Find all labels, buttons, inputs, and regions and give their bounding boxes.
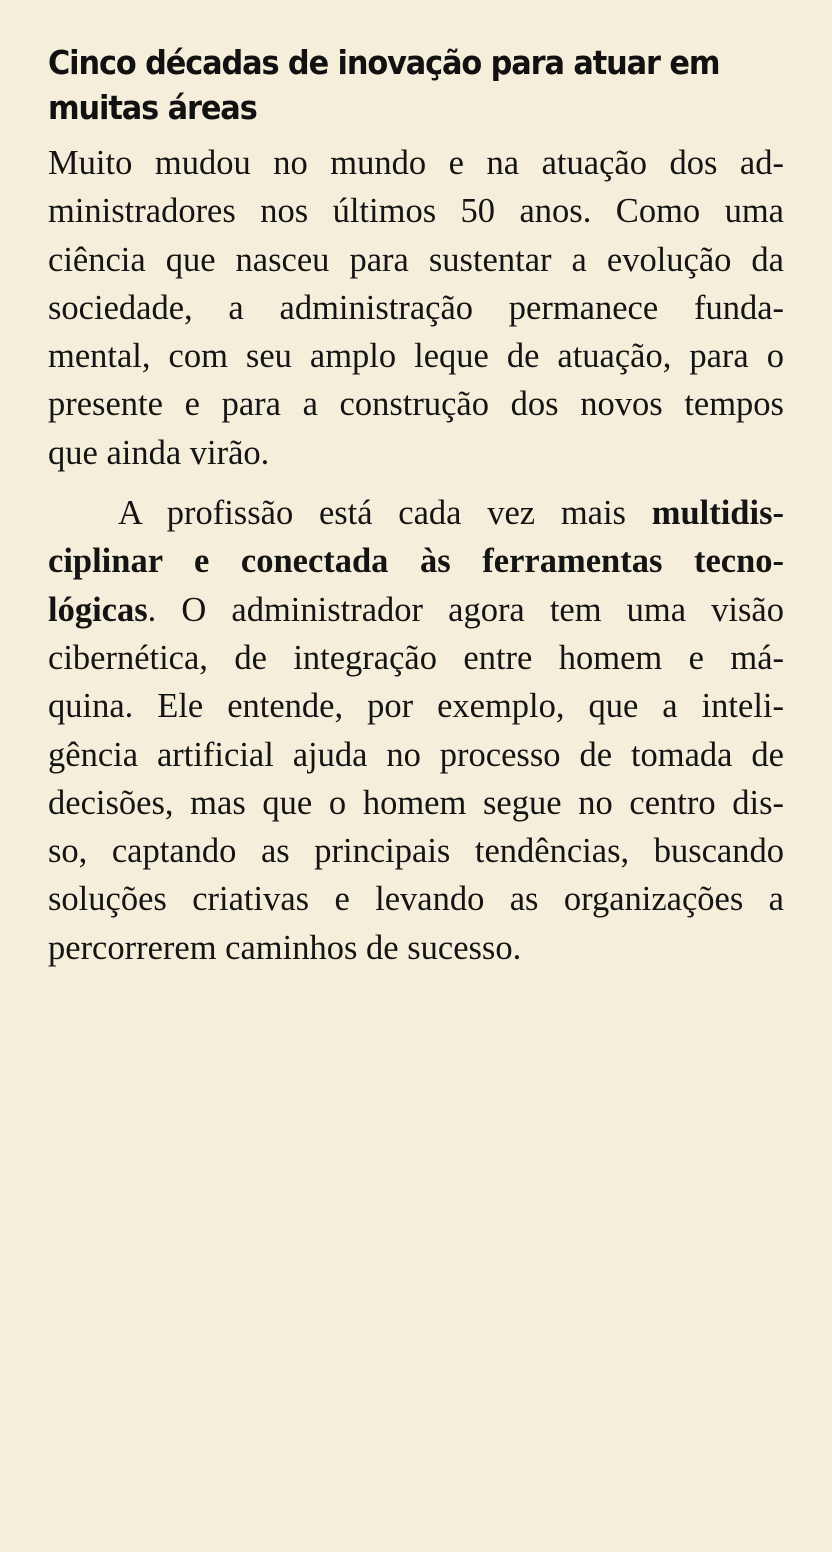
text-line: gência artificial ajuda no processo de tomada de (48, 735, 784, 774)
text-run: . O administrador agora tem uma visão (147, 590, 784, 629)
text-line: cibernética, de integração entre homem e má- (48, 638, 784, 677)
text-line: quina. Ele entende, por exemplo, que a inteli- (48, 687, 784, 726)
text-line: Muito mudou no mundo e na atuação dos ad- (48, 144, 784, 182)
text-line: sociedade, a administração permanece funda- (48, 288, 784, 327)
text-line: presente e para a construção dos novos tempos (48, 385, 784, 424)
text-line (48, 586, 784, 634)
bold-emphasis: lógicas (48, 590, 148, 629)
text-line: soluções criativas e levando as organizações a (48, 880, 784, 919)
bold-emphasis-line: ciplinar e conectada às ferramentas tecno- (48, 542, 784, 581)
bold-emphasis: multidis- (651, 494, 784, 533)
text-line: que ainda virão. (48, 433, 270, 472)
paragraph-intro (48, 139, 784, 477)
headline-line: Cinco décadas de inovação para atuar em (48, 43, 720, 82)
text-line: ministradores nos últimos 50 anos. Como uma (48, 192, 784, 231)
text-line: ciência que nasceu para sustentar a evolução da (48, 240, 784, 279)
article-body (48, 139, 784, 972)
article-headline (48, 40, 784, 130)
paragraph-profession (48, 489, 784, 972)
text-run: A profissão está cada vez mais (118, 494, 652, 533)
text-line (48, 489, 784, 537)
text-line: mental, com seu amplo leque de atuação, para o (48, 337, 784, 376)
headline-line: muitas áreas (48, 88, 257, 127)
text-line: decisões, mas que o homem segue no centro dis- (48, 783, 784, 822)
text-line: percorrerem caminhos de sucesso. (48, 928, 522, 967)
article (48, 40, 784, 972)
text-line: so, captando as principais tendências, buscando (48, 832, 784, 871)
